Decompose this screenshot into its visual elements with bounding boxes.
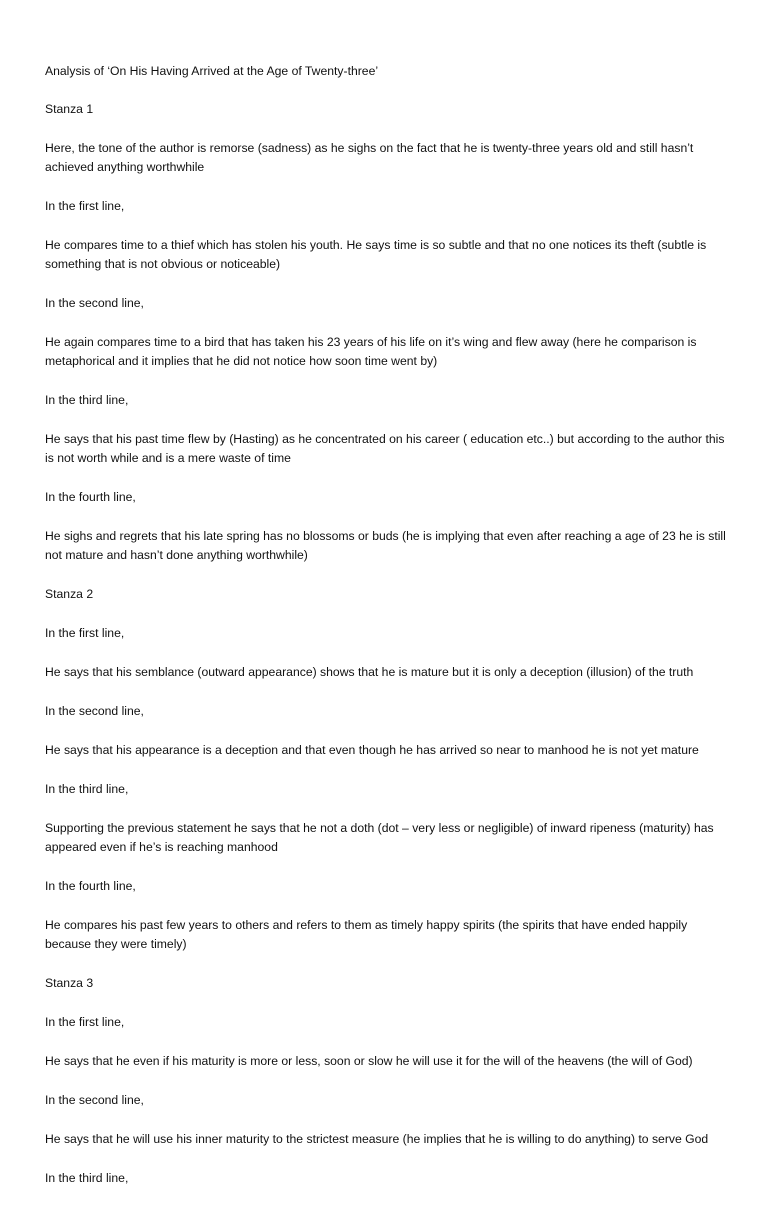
line-heading: In the second line, [45, 704, 144, 718]
line-heading: In the third line, [45, 393, 129, 407]
document-page [45, 62, 730, 1208]
paragraph: He says that he will use his inner maturity to the strictest measure (he implies that he is willing to do anything) to serve God [45, 1132, 709, 1146]
line-heading: In the first line, [45, 626, 125, 640]
paragraph: He says that his semblance (outward appearance) shows that he is mature but it is only a deception (illusion) of the truth [45, 665, 694, 679]
line-heading: In the third line, [45, 1171, 129, 1185]
line-heading: In the fourth line, [45, 490, 136, 504]
stanza-2-heading: Stanza 2 [45, 587, 94, 601]
paragraph: Supporting the previous statement he says that he not a doth (dot – very less or negligible) of inward ripeness (maturity) has appeared even if he’s is reaching manhood [45, 821, 714, 854]
paragraph: He says that his appearance is a deception and that even though he has arrived so near to manhood he is not yet mature [45, 743, 699, 757]
document-title: Analysis of ‘On His Having Arrived at the Age of Twenty-three’ [45, 64, 379, 78]
stanza-1-heading: Stanza 1 [45, 102, 94, 116]
line-heading: In the fourth line, [45, 879, 136, 893]
paragraph: He says that he even if his maturity is more or less, soon or slow he will use it for the will of the heavens (the will of God) [45, 1054, 693, 1068]
line-heading: In the second line, [45, 296, 144, 310]
line-heading: In the second line, [45, 1093, 144, 1107]
stanza-3-heading: Stanza 3 [45, 976, 94, 990]
paragraph: He compares time to a thief which has stolen his youth. He says time is so subtle and that no one notices its theft (subtle is something that is not obvious or noticeable) [45, 238, 707, 271]
paragraph: He sighs and regrets that his late spring has no blossoms or buds (he is implying that even after reaching a age of 23 he is still not mature and hasn’t done anything worthwhile) [45, 529, 726, 562]
paragraph: He compares his past few years to others and refers to them as timely happy spirits (the spirits that have ended happily because they were timely) [45, 918, 688, 951]
paragraph: He says that his past time flew by (Hasting) as he concentrated on his career ( education etc..) but according to the author this is not worth while and is a mere waste of time [45, 432, 725, 465]
paragraph: Here, the tone of the author is remorse (sadness) as he sighs on the fact that he is twenty-three years old and still hasn’t achieved anything worthwhile [45, 141, 694, 174]
line-heading: In the third line, [45, 782, 129, 796]
line-heading: In the first line, [45, 1015, 125, 1029]
paragraph: He again compares time to a bird that has taken his 23 years of his life on it’s wing and flew away (here he comparison is metaphorical and it implies that he did not notice how soon time went by) [45, 335, 697, 368]
line-heading: In the first line, [45, 199, 125, 213]
